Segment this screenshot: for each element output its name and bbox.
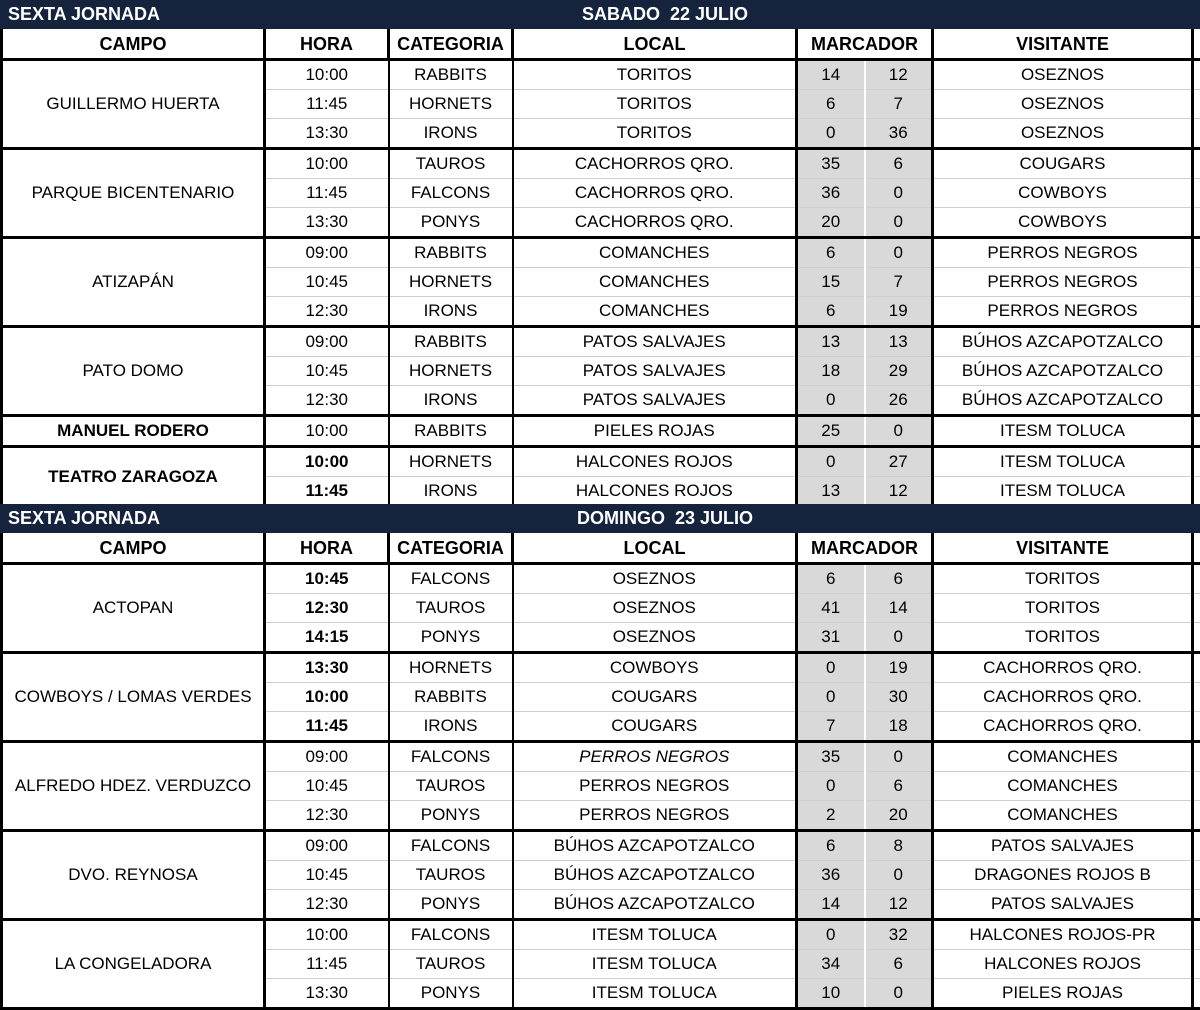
hora-cell: 10:00 <box>265 683 389 712</box>
visitor-team-cell: CACHORROS QRO. <box>933 653 1193 683</box>
categoria-cell: FALCONS <box>389 920 513 950</box>
local-team-cell: OSEZNOS <box>513 623 797 653</box>
edge-cell <box>1193 327 1200 357</box>
edge-cell <box>1193 119 1200 149</box>
visitor-score-cell: 0 <box>865 179 933 208</box>
local-team-cell: PERROS NEGROS <box>513 742 797 772</box>
visitor-team-cell: PATOS SALVAJES <box>933 831 1193 861</box>
hora-cell: 11:45 <box>265 712 389 742</box>
categoria-cell: TAUROS <box>389 772 513 801</box>
local-score-cell: 36 <box>797 179 865 208</box>
categoria-cell: FALCONS <box>389 831 513 861</box>
edge-cell <box>1193 920 1200 950</box>
hora-cell: 10:00 <box>265 920 389 950</box>
categoria-cell: HORNETS <box>389 268 513 297</box>
visitor-score-cell: 6 <box>865 950 933 979</box>
local-team-cell: PIELES ROJAS <box>513 416 797 447</box>
local-team-cell: COMANCHES <box>513 297 797 327</box>
hora-cell: 10:00 <box>265 60 389 90</box>
local-team-cell: TORITOS <box>513 60 797 90</box>
date-label: SABADO 22 JULIO <box>582 4 748 25</box>
visitor-score-cell: 27 <box>865 447 933 477</box>
local-score-cell: 0 <box>797 386 865 416</box>
categoria-cell: HORNETS <box>389 653 513 683</box>
local-team-cell: PATOS SALVAJES <box>513 357 797 386</box>
visitor-score-cell: 19 <box>865 653 933 683</box>
categoria-cell: IRONS <box>389 477 513 507</box>
categoria-cell: RABBITS <box>389 238 513 268</box>
local-score-cell: 31 <box>797 623 865 653</box>
edge-cell <box>1193 179 1200 208</box>
header-marcador: MARCADOR <box>797 533 933 564</box>
visitor-score-cell: 29 <box>865 357 933 386</box>
edge-cell <box>1193 683 1200 712</box>
header-categoria: CATEGORIA <box>389 533 513 564</box>
edge-cell <box>1193 416 1200 447</box>
local-team-cell: COWBOYS <box>513 653 797 683</box>
local-team-cell: ITESM TOLUCA <box>513 979 797 1009</box>
local-score-cell: 0 <box>797 119 865 149</box>
saturday-table <box>0 29 1200 508</box>
visitor-score-cell: 36 <box>865 119 933 149</box>
visitor-team-cell: HALCONES ROJOS <box>933 950 1193 979</box>
hora-cell: 10:45 <box>265 772 389 801</box>
jornada-label: SEXTA JORNADA <box>8 508 160 529</box>
visitor-score-cell: 0 <box>865 623 933 653</box>
edge-cell <box>1193 594 1200 623</box>
visitor-score-cell: 0 <box>865 238 933 268</box>
local-score-cell: 6 <box>797 238 865 268</box>
campo-cell: MANUEL RODERO <box>2 416 265 447</box>
local-score-cell: 6 <box>797 297 865 327</box>
visitor-score-cell: 26 <box>865 386 933 416</box>
header-hora: HORA <box>265 533 389 564</box>
categoria-cell: RABBITS <box>389 327 513 357</box>
hora-cell: 12:30 <box>265 386 389 416</box>
visitor-team-cell: DRAGONES ROJOS B <box>933 861 1193 890</box>
local-team-cell: COUGARS <box>513 712 797 742</box>
local-team-cell: PATOS SALVAJES <box>513 386 797 416</box>
hora-cell: 13:30 <box>265 979 389 1009</box>
column-header-row <box>2 533 1200 564</box>
visitor-team-cell: COWBOYS <box>933 179 1193 208</box>
local-score-cell: 14 <box>797 60 865 90</box>
local-score-cell: 6 <box>797 831 865 861</box>
hora-cell: 10:45 <box>265 861 389 890</box>
hora-cell: 09:00 <box>265 831 389 861</box>
categoria-cell: TAUROS <box>389 594 513 623</box>
local-score-cell: 34 <box>797 950 865 979</box>
local-team-cell: PERROS NEGROS <box>513 801 797 831</box>
visitor-score-cell: 20 <box>865 801 933 831</box>
hora-cell: 10:45 <box>265 564 389 594</box>
header-marcador: MARCADOR <box>797 29 933 60</box>
categoria-cell: IRONS <box>389 119 513 149</box>
visitor-team-cell: TORITOS <box>933 623 1193 653</box>
hora-cell: 14:15 <box>265 623 389 653</box>
table-row <box>2 327 1200 357</box>
local-team-cell: COMANCHES <box>513 238 797 268</box>
local-team-cell: COMANCHES <box>513 268 797 297</box>
categoria-cell: IRONS <box>389 297 513 327</box>
hora-cell: 09:00 <box>265 742 389 772</box>
table-row <box>2 238 1200 268</box>
visitor-score-cell: 7 <box>865 90 933 119</box>
local-team-cell: BÚHOS AZCAPOTZALCO <box>513 890 797 920</box>
edge-cell <box>1193 386 1200 416</box>
edge-cell <box>1193 60 1200 90</box>
campo-cell: ATIZAPÁN <box>2 238 265 327</box>
local-score-cell: 20 <box>797 208 865 238</box>
hora-cell: 12:30 <box>265 297 389 327</box>
visitor-score-cell: 0 <box>865 861 933 890</box>
hora-cell: 13:30 <box>265 119 389 149</box>
local-team-cell: PERROS NEGROS <box>513 772 797 801</box>
hora-cell: 12:30 <box>265 801 389 831</box>
visitor-team-cell: COUGARS <box>933 149 1193 179</box>
campo-cell: LA CONGELADORA <box>2 920 265 1009</box>
table-row <box>2 60 1200 90</box>
header-local: LOCAL <box>513 29 797 60</box>
hora-cell: 10:45 <box>265 268 389 297</box>
visitor-score-cell: 14 <box>865 594 933 623</box>
categoria-cell: PONYS <box>389 623 513 653</box>
local-score-cell: 0 <box>797 683 865 712</box>
visitor-team-cell: TORITOS <box>933 594 1193 623</box>
visitor-team-cell: HALCONES ROJOS-PR <box>933 920 1193 950</box>
hora-cell: 11:45 <box>265 179 389 208</box>
visitor-team-cell: BÚHOS AZCAPOTZALCO <box>933 386 1193 416</box>
local-score-cell: 35 <box>797 742 865 772</box>
visitor-score-cell: 19 <box>865 297 933 327</box>
campo-cell: COWBOYS / LOMAS VERDES <box>2 653 265 742</box>
visitor-score-cell: 13 <box>865 327 933 357</box>
local-score-cell: 7 <box>797 712 865 742</box>
categoria-cell: HORNETS <box>389 447 513 477</box>
visitor-score-cell: 8 <box>865 831 933 861</box>
local-score-cell: 0 <box>797 772 865 801</box>
categoria-cell: RABBITS <box>389 683 513 712</box>
categoria-cell: IRONS <box>389 712 513 742</box>
campo-cell: DVO. REYNOSA <box>2 831 265 920</box>
local-score-cell: 2 <box>797 801 865 831</box>
categoria-cell: FALCONS <box>389 742 513 772</box>
edge-cell <box>1193 831 1200 861</box>
edge-cell <box>1193 268 1200 297</box>
visitor-team-cell: ITESM TOLUCA <box>933 477 1193 507</box>
edge-cell <box>1193 564 1200 594</box>
visitor-team-cell: COWBOYS <box>933 208 1193 238</box>
table-row <box>2 653 1200 683</box>
categoria-cell: IRONS <box>389 386 513 416</box>
header-blank <box>1193 29 1200 60</box>
categoria-cell: TAUROS <box>389 861 513 890</box>
local-score-cell: 0 <box>797 653 865 683</box>
edge-cell <box>1193 712 1200 742</box>
campo-cell: PARQUE BICENTENARIO <box>2 149 265 238</box>
local-score-cell: 6 <box>797 564 865 594</box>
table-row <box>2 447 1200 477</box>
hora-cell: 09:00 <box>265 238 389 268</box>
visitor-team-cell: ITESM TOLUCA <box>933 447 1193 477</box>
table-row <box>2 742 1200 772</box>
visitor-score-cell: 12 <box>865 60 933 90</box>
categoria-cell: FALCONS <box>389 179 513 208</box>
local-team-cell: ITESM TOLUCA <box>513 920 797 950</box>
local-score-cell: 13 <box>797 477 865 507</box>
edge-cell <box>1193 772 1200 801</box>
hora-cell: 13:30 <box>265 653 389 683</box>
visitor-team-cell: BÚHOS AZCAPOTZALCO <box>933 327 1193 357</box>
table-row <box>2 564 1200 594</box>
table-row <box>2 920 1200 950</box>
local-score-cell: 0 <box>797 447 865 477</box>
visitor-team-cell: COMANCHES <box>933 742 1193 772</box>
categoria-cell: RABBITS <box>389 60 513 90</box>
edge-cell <box>1193 653 1200 683</box>
edge-cell <box>1193 890 1200 920</box>
edge-cell <box>1193 979 1200 1009</box>
categoria-cell: FALCONS <box>389 564 513 594</box>
local-team-cell: CACHORROS QRO. <box>513 179 797 208</box>
visitor-score-cell: 12 <box>865 890 933 920</box>
local-score-cell: 6 <box>797 90 865 119</box>
hora-cell: 10:00 <box>265 149 389 179</box>
local-team-cell: OSEZNOS <box>513 594 797 623</box>
visitor-team-cell: OSEZNOS <box>933 60 1193 90</box>
edge-cell <box>1193 208 1200 238</box>
visitor-score-cell: 6 <box>865 149 933 179</box>
local-score-cell: 15 <box>797 268 865 297</box>
categoria-cell: PONYS <box>389 801 513 831</box>
local-team-cell: CACHORROS QRO. <box>513 149 797 179</box>
local-score-cell: 18 <box>797 357 865 386</box>
local-team-cell: TORITOS <box>513 119 797 149</box>
local-team-cell: PATOS SALVAJES <box>513 327 797 357</box>
local-team-cell: COUGARS <box>513 683 797 712</box>
categoria-cell: PONYS <box>389 979 513 1009</box>
hora-cell: 11:45 <box>265 90 389 119</box>
jornada-label: SEXTA JORNADA <box>8 4 160 25</box>
local-score-cell: 36 <box>797 861 865 890</box>
visitor-score-cell: 30 <box>865 683 933 712</box>
local-team-cell: ITESM TOLUCA <box>513 950 797 979</box>
campo-cell: ACTOPAN <box>2 564 265 653</box>
categoria-cell: RABBITS <box>389 416 513 447</box>
edge-cell <box>1193 447 1200 477</box>
categoria-cell: TAUROS <box>389 950 513 979</box>
hora-cell: 10:45 <box>265 357 389 386</box>
campo-cell: GUILLERMO HUERTA <box>2 60 265 149</box>
edge-cell <box>1193 357 1200 386</box>
visitor-team-cell: CACHORROS QRO. <box>933 712 1193 742</box>
hora-cell: 13:30 <box>265 208 389 238</box>
header-campo: CAMPO <box>2 29 265 60</box>
hora-cell: 10:00 <box>265 447 389 477</box>
table-row <box>2 831 1200 861</box>
local-score-cell: 10 <box>797 979 865 1009</box>
edge-cell <box>1193 477 1200 507</box>
sunday-table <box>0 533 1200 1010</box>
local-score-cell: 0 <box>797 920 865 950</box>
date-label: DOMINGO 23 JULIO <box>577 508 753 529</box>
visitor-score-cell: 0 <box>865 979 933 1009</box>
edge-cell <box>1193 90 1200 119</box>
visitor-score-cell: 0 <box>865 208 933 238</box>
local-score-cell: 41 <box>797 594 865 623</box>
visitor-score-cell: 0 <box>865 742 933 772</box>
local-score-cell: 35 <box>797 149 865 179</box>
campo-cell: TEATRO ZARAGOZA <box>2 447 265 507</box>
hora-cell: 12:30 <box>265 890 389 920</box>
edge-cell <box>1193 623 1200 653</box>
visitor-team-cell: TORITOS <box>933 564 1193 594</box>
visitor-score-cell: 0 <box>865 416 933 447</box>
categoria-cell: HORNETS <box>389 90 513 119</box>
visitor-team-cell: OSEZNOS <box>933 119 1193 149</box>
local-score-cell: 25 <box>797 416 865 447</box>
visitor-team-cell: COMANCHES <box>933 772 1193 801</box>
local-team-cell: TORITOS <box>513 90 797 119</box>
hora-cell: 11:45 <box>265 950 389 979</box>
header-categoria: CATEGORIA <box>389 29 513 60</box>
edge-cell <box>1193 742 1200 772</box>
visitor-team-cell: OSEZNOS <box>933 90 1193 119</box>
categoria-cell: TAUROS <box>389 149 513 179</box>
visitor-team-cell: PIELES ROJAS <box>933 979 1193 1009</box>
visitor-team-cell: PERROS NEGROS <box>933 268 1193 297</box>
hora-cell: 09:00 <box>265 327 389 357</box>
visitor-team-cell: CACHORROS QRO. <box>933 683 1193 712</box>
header-blank <box>1193 533 1200 564</box>
header-hora: HORA <box>265 29 389 60</box>
campo-cell: ALFREDO HDEZ. VERDUZCO <box>2 742 265 831</box>
hora-cell: 10:00 <box>265 416 389 447</box>
local-team-cell: OSEZNOS <box>513 564 797 594</box>
edge-cell <box>1193 801 1200 831</box>
local-team-cell: CACHORROS QRO. <box>513 208 797 238</box>
table-row <box>2 149 1200 179</box>
visitor-team-cell: PERROS NEGROS <box>933 297 1193 327</box>
visitor-team-cell: BÚHOS AZCAPOTZALCO <box>933 357 1193 386</box>
local-score-cell: 13 <box>797 327 865 357</box>
visitor-score-cell: 7 <box>865 268 933 297</box>
visitor-team-cell: ITESM TOLUCA <box>933 416 1193 447</box>
edge-cell <box>1193 950 1200 979</box>
visitor-team-cell: COMANCHES <box>933 801 1193 831</box>
visitor-team-cell: PATOS SALVAJES <box>933 890 1193 920</box>
edge-cell <box>1193 149 1200 179</box>
campo-cell: PATO DOMO <box>2 327 265 416</box>
hora-cell: 11:45 <box>265 477 389 507</box>
sunday-banner <box>0 504 1200 533</box>
hora-cell: 12:30 <box>265 594 389 623</box>
local-team-cell: HALCONES ROJOS <box>513 477 797 507</box>
visitor-score-cell: 6 <box>865 564 933 594</box>
edge-cell <box>1193 861 1200 890</box>
header-campo: CAMPO <box>2 533 265 564</box>
local-score-cell: 14 <box>797 890 865 920</box>
header-visitante: VISITANTE <box>933 533 1193 564</box>
visitor-score-cell: 6 <box>865 772 933 801</box>
column-header-row <box>2 29 1200 60</box>
table-row <box>2 416 1200 447</box>
edge-cell <box>1193 238 1200 268</box>
categoria-cell: HORNETS <box>389 357 513 386</box>
edge-cell <box>1193 297 1200 327</box>
visitor-team-cell: PERROS NEGROS <box>933 238 1193 268</box>
local-team-cell: HALCONES ROJOS <box>513 447 797 477</box>
header-visitante: VISITANTE <box>933 29 1193 60</box>
visitor-score-cell: 12 <box>865 477 933 507</box>
visitor-score-cell: 18 <box>865 712 933 742</box>
categoria-cell: PONYS <box>389 208 513 238</box>
local-team-cell: BÚHOS AZCAPOTZALCO <box>513 831 797 861</box>
local-team-cell: BÚHOS AZCAPOTZALCO <box>513 861 797 890</box>
header-local: LOCAL <box>513 533 797 564</box>
visitor-score-cell: 32 <box>865 920 933 950</box>
categoria-cell: PONYS <box>389 890 513 920</box>
saturday-banner <box>0 0 1200 29</box>
